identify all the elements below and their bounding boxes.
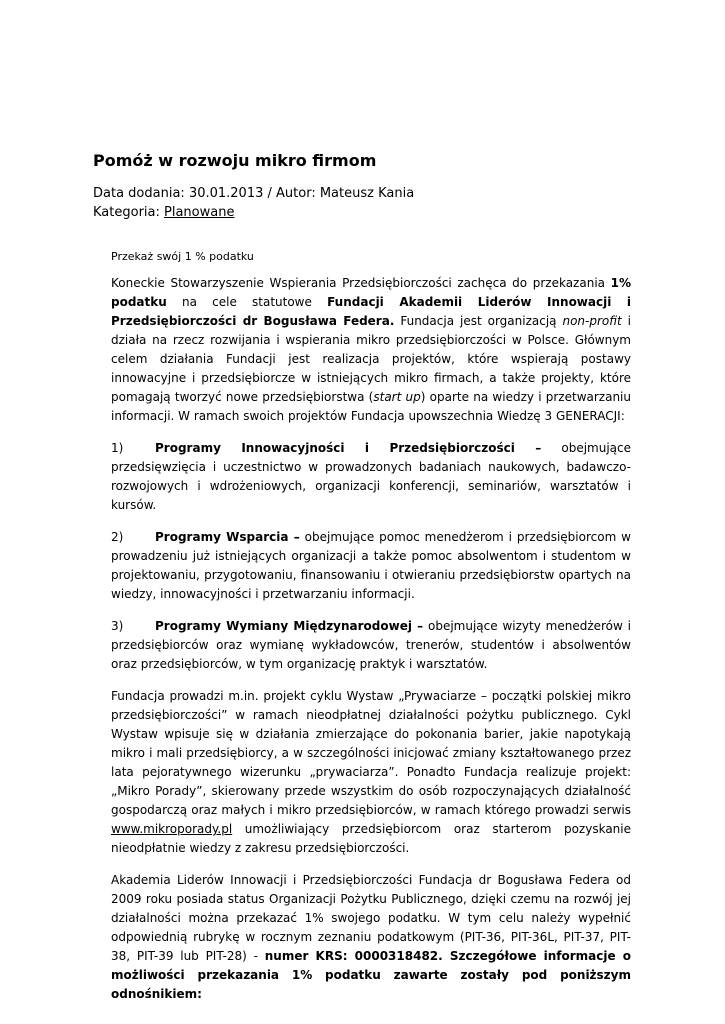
text: ) oparte na wiedzy i przetwarzaniu informacji. W ramach swoich projektów Fundacja upowszechnia Wiedzę 3 GENERACJI: [111, 390, 631, 423]
date-label: Data dodania: [93, 186, 189, 201]
text: na cele statutowe [166, 295, 328, 309]
article-category [93, 204, 234, 222]
item-title: Programy Wymiany Międzynarodowej – [155, 619, 424, 633]
text: Fundacja prowadzi m.in. projekt cyklu Wystaw „Prywaciarze – początki polskiej mikro przedsiębiorczości” w ramach nieodpłatnej działalności pożytku publicznego. Cykl Wystaw wpisuje się w działania zmierzające do pokonania barier, jakie napotykają mikro i mali przedsiębiorcy, a w szczególności inicjować zmiany kształtowanego przez lata pejoratywnego wizerunku „prywaciarza”. Ponadto Fundacja realizuje projekt: „Mikro Porady”, skierowany przede wszystkim do osób rozpoczynających działalność gospodarczą oraz małych i mikro przedsiębiorców, w ramach którego prowadzi serwis [111, 689, 631, 817]
category-link[interactable]: Planowane [164, 205, 235, 220]
program-item-2 [111, 528, 631, 604]
category-label: Kategoria: [93, 205, 164, 220]
program-item-1 [111, 439, 631, 515]
text: i działa na rzecz rozwijania i wspierania mikro przedsiębiorczości w Polsce. Głównym celem działania Fundacji jest realizacja projektów, które wspierają postawy innowacyjne i przedsiębiorcze w istniejących mikro firmach, a także projekty, które pomagają tworzyć nowe przedsiębiorstwa ( [111, 314, 631, 404]
meta-separator: / Autor: [263, 186, 320, 201]
item-title: Programy Innowacyjności i Przedsiębiorczości – [155, 441, 542, 455]
item-number: 3) [111, 619, 124, 633]
program-item-3 [111, 617, 631, 674]
subheading: Przekaż swój 1 % podatku [111, 250, 254, 263]
article-title: Pomóż w rozwoju mikro firmom [93, 151, 377, 170]
bold-text: 1% podatku [111, 276, 631, 309]
paragraph-exhibitions [111, 687, 631, 858]
item-number: 2) [111, 530, 124, 544]
date-value: 30.01.2013 [188, 186, 264, 201]
item-title: Programy Wsparcia – [155, 530, 300, 544]
article-meta [93, 185, 414, 203]
item-text: obejmujące przedsięwzięcia i uczestnictwo w prowadzonych badaniach naukowych, badawczo-rozwojowych i wdrożeniowych, organizacji konferencji, seminariów, warsztatów i kursów. [111, 441, 631, 512]
article-body [111, 247, 631, 1004]
item-text: obejmujące wizyty menedżerów i przedsiębiorców oraz wymianę wykładowców, trenerów, studentów i absolwentów oraz przedsiębiorców, w tym organizację praktyk i warsztatów. [111, 619, 631, 671]
text: Koneckie Stowarzyszenie Wspierania Przedsiębiorczości zachęca do przekazania [111, 276, 611, 290]
text: umożliwiający przedsiębiorcom oraz starterom pozyskanie nieodpłatnie wiedzy z zakresu przedsiębiorczości. [111, 822, 631, 855]
italic-text: non-profit [562, 314, 622, 328]
mikroporady-link[interactable]: www.mikroporady.pl [111, 822, 233, 836]
bold-text: Fundacji Akademii Liderów Innowacji i Przedsiębiorczości dr Bogusława Federa. [111, 295, 632, 328]
krs-info: numer KRS: 0000318482. Szczegółowe informacje o możliwości przekazania 1% podatku zawarte zostały pod poniższym odnośnikiem: [111, 949, 631, 1001]
item-number: 1) [111, 441, 124, 455]
text: Fundacja jest organizacją [394, 314, 563, 328]
paragraph-intro [111, 274, 631, 426]
italic-text: start up [373, 390, 421, 404]
paragraph-krs [111, 871, 631, 1004]
author-name: Mateusz Kania [319, 186, 415, 201]
text: Akademia Liderów Innowacji i Przedsiębiorczości Fundacja dr Bogusława Federa od 2009 roku posiada status Organizacji Pożytku Publicznego, dzięki czemu na rozwój jej działalności można przekazać 1% swojego podatku. W tym celu należy wypełnić odpowiednią rubrykę w rocznym zeznaniu podatkowym (PIT-36, PIT-36L, PIT-37, PIT-38, PIT-39 lub PIT-28) - [111, 873, 631, 963]
item-text: obejmujące pomoc menedżerom i przedsiębiorcom w prowadzeniu już istniejących organizacji a także pomoc absolwentom i studentom w projektowaniu, przygotowaniu, finansowaniu i otwieraniu przedsiębiorstw opartych na wiedzy, innowacyjności i przetwarzaniu informacji. [111, 530, 631, 601]
